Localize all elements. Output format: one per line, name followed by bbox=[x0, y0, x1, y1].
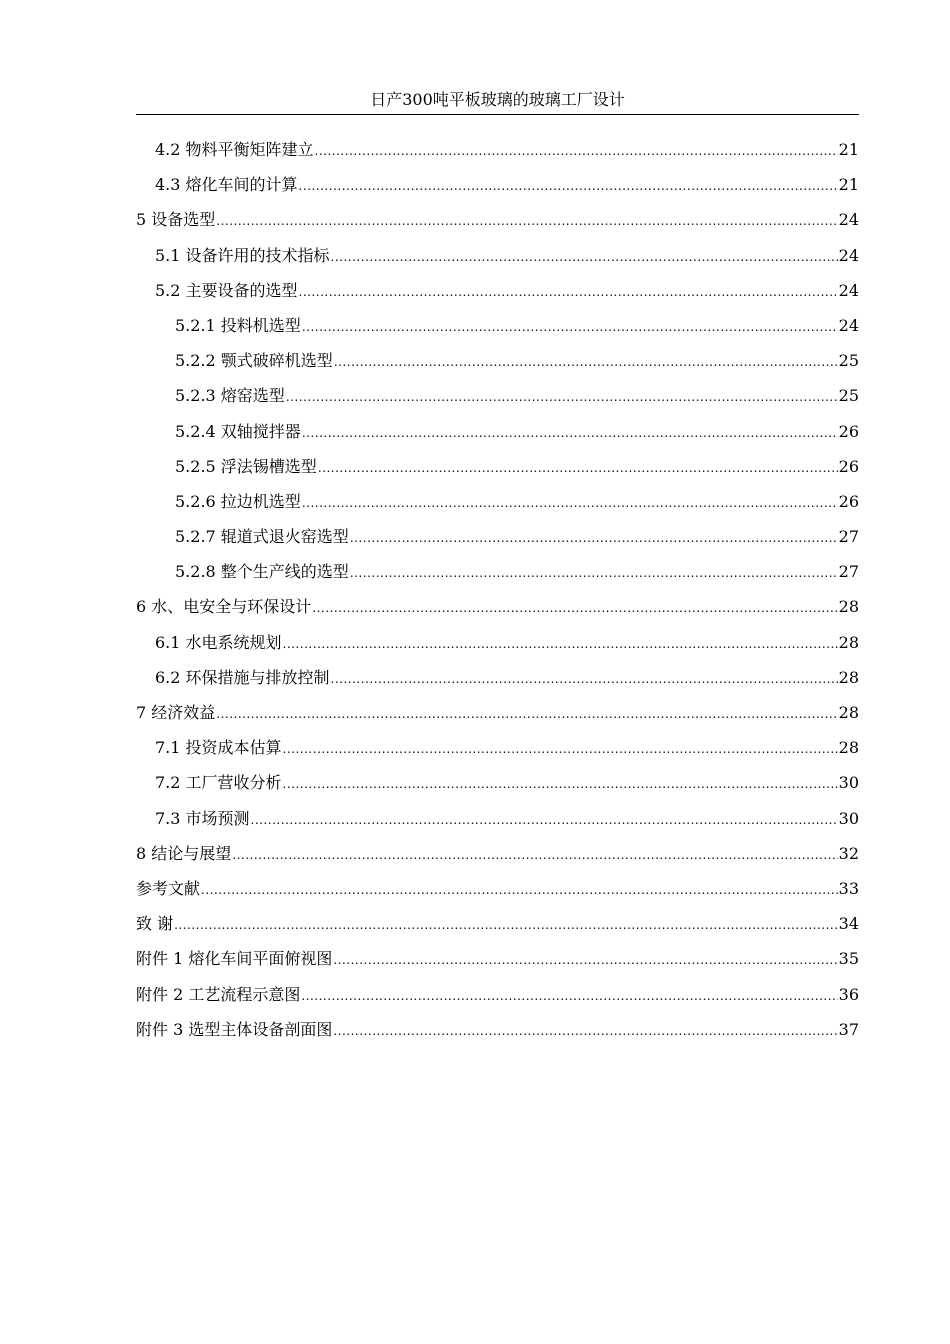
toc-entry[interactable] bbox=[136, 941, 859, 976]
toc-entry[interactable] bbox=[136, 378, 859, 413]
toc-dot-leader bbox=[283, 767, 838, 802]
toc-entry-title: 7 经济效益 bbox=[136, 703, 216, 722]
toc-entry-title: 致 谢 bbox=[136, 914, 174, 934]
toc-entry-page-number: 28 bbox=[838, 667, 859, 687]
toc-entry-page-number: 26 bbox=[838, 456, 859, 476]
toc-entry-title: 7.2 工厂营收分析 bbox=[155, 773, 282, 793]
toc-entry[interactable] bbox=[136, 308, 859, 343]
toc-entry-title: 附件 2 工艺流程示意图 bbox=[136, 984, 301, 1004]
toc-entry-title: 4.3 熔化车间的计算 bbox=[155, 175, 298, 195]
toc-dot-leader bbox=[302, 416, 838, 451]
toc-dot-leader bbox=[331, 662, 838, 697]
toc-entry-title: 附件 3 选型主体设备剖面图 bbox=[136, 1019, 333, 1039]
toc-entry[interactable] bbox=[136, 167, 859, 202]
toc-entry[interactable] bbox=[136, 660, 859, 695]
toc-entry-title: 5.2.7 辊道式退火窑选型 bbox=[175, 527, 349, 547]
toc-dot-leader bbox=[216, 697, 837, 732]
toc-entry-title: 6 水、电安全与环保设计 bbox=[136, 597, 312, 617]
toc-entry[interactable] bbox=[136, 484, 859, 519]
toc-entry-title: 5.2.4 双轴搅拌器 bbox=[175, 421, 301, 441]
toc-entry[interactable] bbox=[136, 132, 859, 167]
toc-dot-leader bbox=[350, 521, 838, 556]
toc-dot-leader bbox=[331, 240, 838, 275]
toc-entry[interactable] bbox=[136, 801, 859, 836]
toc-entry[interactable] bbox=[136, 449, 859, 484]
toc-entry-page-number: 21 bbox=[838, 140, 859, 159]
toc-entry[interactable] bbox=[136, 519, 859, 554]
toc-entry-page-number: 24 bbox=[838, 280, 859, 300]
toc-entry[interactable] bbox=[136, 554, 859, 589]
toc-entry-page-number: 30 bbox=[838, 808, 859, 828]
toc-entry-page-number: 27 bbox=[838, 562, 859, 582]
toc-entry[interactable] bbox=[136, 765, 859, 800]
toc-entry[interactable] bbox=[136, 273, 859, 308]
toc-dot-leader bbox=[302, 486, 838, 521]
toc-dot-leader bbox=[333, 1014, 837, 1049]
toc-entry[interactable] bbox=[136, 730, 859, 765]
toc-dot-leader bbox=[201, 873, 838, 908]
toc-dot-leader bbox=[251, 803, 838, 838]
toc-entry-title: 6.2 环保措施与排放控制 bbox=[155, 667, 330, 687]
toc-entry-title: 5.2.5 浮法锡槽选型 bbox=[175, 456, 317, 476]
toc-entry-title: 6.1 水电系统规划 bbox=[155, 632, 282, 652]
toc-entry-page-number: 35 bbox=[838, 949, 859, 969]
toc-entry-page-number: 28 bbox=[838, 632, 859, 652]
toc-entry[interactable] bbox=[136, 871, 859, 906]
toc-entry[interactable] bbox=[136, 238, 859, 273]
toc-entry[interactable] bbox=[136, 625, 859, 660]
toc-entry-title: 5.2.2 颚式破碎机选型 bbox=[175, 351, 333, 371]
toc-entry-page-number: 34 bbox=[838, 914, 859, 934]
toc-dot-leader bbox=[301, 979, 837, 1014]
toc-dot-leader bbox=[174, 908, 838, 943]
toc-entry-page-number: 21 bbox=[838, 175, 859, 195]
toc-entry-page-number: 24 bbox=[838, 315, 859, 335]
toc-entry[interactable] bbox=[136, 1012, 859, 1047]
toc-entry-title: 5.2.6 拉边机选型 bbox=[175, 491, 301, 511]
toc-entry-page-number: 30 bbox=[838, 773, 859, 793]
toc-entry-page-number: 24 bbox=[838, 210, 859, 230]
toc-entry-page-number: 28 bbox=[838, 703, 859, 722]
toc-dot-leader bbox=[350, 556, 838, 591]
toc-entry[interactable] bbox=[136, 977, 859, 1012]
toc-entry-title: 5.1 设备许用的技术指标 bbox=[155, 245, 330, 265]
table-of-contents bbox=[136, 132, 859, 1047]
toc-entry[interactable] bbox=[136, 589, 859, 624]
page-header bbox=[136, 88, 859, 115]
toc-entry-title: 7.1 投资成本估算 bbox=[155, 738, 282, 758]
toc-entry-page-number: 28 bbox=[838, 597, 859, 617]
toc-entry-page-number: 26 bbox=[838, 491, 859, 511]
toc-entry[interactable] bbox=[136, 343, 859, 378]
toc-entry-page-number: 36 bbox=[838, 984, 859, 1004]
toc-entry-page-number: 28 bbox=[838, 738, 859, 758]
toc-entry-title: 4.2 物料平衡矩阵建立 bbox=[155, 140, 314, 159]
toc-entry-title: 8 结论与展望 bbox=[136, 843, 232, 863]
toc-dot-leader bbox=[333, 943, 837, 978]
toc-entry-title: 附件 1 熔化车间平面俯视图 bbox=[136, 949, 333, 969]
toc-entry-title: 5.2.3 熔窑选型 bbox=[175, 386, 285, 406]
toc-entry-title: 5 设备选型 bbox=[136, 210, 216, 230]
toc-entry-title: 7.3 市场预测 bbox=[155, 808, 250, 828]
toc-entry-page-number: 25 bbox=[838, 351, 859, 371]
toc-dot-leader bbox=[334, 345, 838, 380]
toc-dot-leader bbox=[286, 380, 838, 415]
toc-entry-title: 参考文献 bbox=[136, 878, 201, 898]
toc-entry-title: 5.2 主要设备的选型 bbox=[155, 280, 298, 300]
toc-dot-leader bbox=[283, 627, 838, 662]
toc-dot-leader bbox=[315, 134, 838, 169]
toc-entry-title: 5.2.1 投料机选型 bbox=[175, 315, 301, 335]
toc-entry[interactable] bbox=[136, 906, 859, 941]
toc-entry-page-number: 33 bbox=[838, 878, 859, 898]
header-title: 日产300吨平板玻璃的玻璃工厂设计 bbox=[370, 90, 625, 109]
toc-dot-leader bbox=[299, 169, 838, 204]
toc-entry-page-number: 26 bbox=[838, 421, 859, 441]
toc-entry-page-number: 24 bbox=[838, 245, 859, 265]
toc-entry-page-number: 27 bbox=[838, 527, 859, 547]
toc-dot-leader bbox=[299, 275, 838, 310]
toc-entry[interactable] bbox=[136, 414, 859, 449]
toc-entry-page-number: 25 bbox=[838, 386, 859, 406]
toc-dot-leader bbox=[318, 451, 838, 486]
toc-dot-leader bbox=[312, 591, 837, 626]
toc-dot-leader bbox=[232, 838, 837, 873]
toc-entry-page-number: 37 bbox=[838, 1019, 859, 1039]
toc-dot-leader bbox=[302, 310, 838, 345]
toc-entry-page-number: 32 bbox=[838, 843, 859, 863]
toc-entry[interactable] bbox=[136, 695, 859, 730]
toc-entry-title: 5.2.8 整个生产线的选型 bbox=[175, 562, 349, 582]
toc-dot-leader bbox=[283, 732, 838, 767]
toc-entry[interactable] bbox=[136, 836, 859, 871]
toc-entry[interactable] bbox=[136, 202, 859, 237]
toc-dot-leader bbox=[216, 204, 837, 239]
